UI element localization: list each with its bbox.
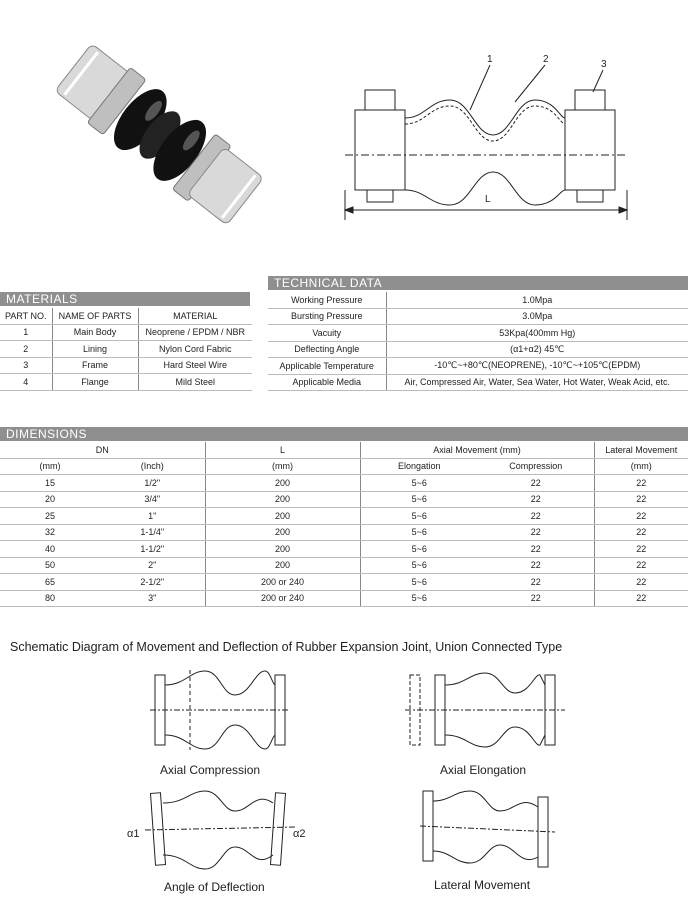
table-cell: 2 — [0, 341, 52, 358]
alpha-2-label: α2 — [293, 828, 306, 840]
parameter-name: Vacuity — [268, 325, 386, 342]
table-cell: 5~6 — [360, 557, 478, 574]
table-cell: 5~6 — [360, 475, 478, 492]
table-cell: Lining — [52, 341, 138, 358]
table-cell: 80 — [0, 590, 100, 607]
axial-compression-diagram — [150, 665, 290, 755]
alpha-1-label: α1 — [127, 828, 140, 840]
axial-header: Axial Movement (mm) — [360, 442, 594, 458]
table-cell: 22 — [478, 508, 594, 525]
dimensions-unit-header: (mm) — [0, 458, 100, 475]
table-row — [0, 357, 252, 374]
table-cell: 200 — [205, 508, 360, 525]
table-row — [268, 325, 688, 342]
table-cell: 1/2" — [100, 475, 205, 492]
table-cell: 22 — [594, 475, 688, 492]
parameter-value: -10℃~+80℃(NEOPRENE), -10℃~+105℃(EPDM) — [386, 358, 688, 375]
table-cell: 22 — [478, 557, 594, 574]
table-cell: 22 — [594, 491, 688, 508]
table-row — [268, 358, 688, 375]
table-row — [0, 374, 252, 391]
table-cell: 20 — [0, 491, 100, 508]
table-cell: Frame — [52, 357, 138, 374]
table-cell: 4 — [0, 374, 52, 391]
materials-column-header: MATERIAL — [138, 308, 252, 324]
axial-elongation-diagram — [405, 665, 565, 755]
table-cell: Hard Steel Wire — [138, 357, 252, 374]
table-cell: 15 — [0, 475, 100, 492]
table-cell: 200 or 240 — [205, 590, 360, 607]
table-cell: 22 — [478, 475, 594, 492]
parameter-value: 3.0Mpa — [386, 308, 688, 325]
table-cell: 200 — [205, 524, 360, 541]
technical-data-header: TECHNICAL DATA — [268, 276, 688, 290]
table-cell: 2-1/2" — [100, 574, 205, 591]
table-cell: 40 — [0, 541, 100, 558]
table-cell: 3/4" — [100, 491, 205, 508]
lateral-movement-diagram — [420, 785, 555, 875]
table-row — [0, 541, 688, 558]
dimensions-table — [0, 442, 688, 607]
table-cell: 1 — [0, 324, 52, 341]
table-cell: 1-1/2" — [100, 541, 205, 558]
dimensions-unit-header: (Inch) — [100, 458, 205, 475]
materials-header: MATERIALS — [0, 292, 250, 306]
table-cell: 5~6 — [360, 524, 478, 541]
dimensions-unit-header: (mm) — [205, 458, 360, 475]
table-row — [0, 574, 688, 591]
table-cell: Neoprene / EPDM / NBR — [138, 324, 252, 341]
dimensions-unit-header: Compression — [478, 458, 594, 475]
parameter-name: Applicable Media — [268, 374, 386, 391]
table-row — [0, 341, 252, 358]
cross-section-drawing — [335, 50, 635, 220]
parameter-value: 53Kpa(400mm Hg) — [386, 325, 688, 342]
table-cell: 22 — [478, 541, 594, 558]
caption-axial-compression: Axial Compression — [160, 763, 261, 777]
length-label: L — [485, 194, 491, 205]
table-row — [268, 341, 688, 358]
table-cell: 22 — [594, 541, 688, 558]
parameter-value: Air, Compressed Air, Water, Sea Water, Hot Water, Weak Acid, etc. — [386, 374, 688, 391]
dn-header: DN — [0, 442, 205, 458]
table-cell: 50 — [0, 557, 100, 574]
lateral-header: Lateral Movement — [594, 442, 688, 458]
table-cell: 22 — [594, 508, 688, 525]
table-cell: 65 — [0, 574, 100, 591]
table-cell: 22 — [478, 590, 594, 607]
table-cell: 200 or 240 — [205, 574, 360, 591]
table-cell: 200 — [205, 541, 360, 558]
table-row — [0, 491, 688, 508]
table-cell: 3" — [100, 590, 205, 607]
table-cell: Nylon Cord Fabric — [138, 341, 252, 358]
table-cell: 25 — [0, 508, 100, 525]
dimensions-unit-header: Elongation — [360, 458, 478, 475]
angle-of-deflection-diagram — [125, 785, 315, 875]
table-row — [268, 374, 688, 391]
l-header: L — [205, 442, 360, 458]
table-cell: Flange — [52, 374, 138, 391]
table-cell: 5~6 — [360, 541, 478, 558]
caption-angle-of-deflection: Angle of Deflection — [164, 880, 265, 894]
caption-lateral-movement: Lateral Movement — [434, 878, 531, 892]
table-cell: 5~6 — [360, 590, 478, 607]
table-cell: 200 — [205, 491, 360, 508]
callout-3: 3 — [601, 59, 607, 70]
table-cell: 200 — [205, 557, 360, 574]
table-cell: 22 — [594, 574, 688, 591]
table-cell: 2" — [100, 557, 205, 574]
parameter-name: Bursting Pressure — [268, 308, 386, 325]
callout-1: 1 — [487, 54, 493, 65]
parameter-name: Deflecting Angle — [268, 341, 386, 358]
table-cell: Main Body — [52, 324, 138, 341]
materials-column-header: NAME OF PARTS — [52, 308, 138, 324]
table-row — [0, 475, 688, 492]
table-row — [0, 324, 252, 341]
parameter-value: (α1+α2) 45℃ — [386, 341, 688, 358]
table-cell: 22 — [594, 590, 688, 607]
schematic-title: Schematic Diagram of Movement and Deflection of Rubber Expansion Joint, Union Connected Type — [10, 640, 563, 654]
table-row — [0, 508, 688, 525]
table-cell: 3 — [0, 357, 52, 374]
table-cell: 22 — [478, 574, 594, 591]
parameter-name: Working Pressure — [268, 292, 386, 308]
table-cell: 5~6 — [360, 508, 478, 525]
table-cell: 32 — [0, 524, 100, 541]
materials-column-header: PART NO. — [0, 308, 52, 324]
table-cell: 22 — [594, 524, 688, 541]
technical-data-table — [268, 292, 688, 391]
materials-table — [0, 308, 252, 391]
table-cell: 5~6 — [360, 574, 478, 591]
table-cell: 1-1/4" — [100, 524, 205, 541]
table-row — [268, 292, 688, 308]
dimensions-header: DIMENSIONS — [0, 427, 688, 441]
table-cell: Mild Steel — [138, 374, 252, 391]
table-cell: 22 — [478, 491, 594, 508]
callout-2: 2 — [543, 54, 549, 65]
table-row — [268, 308, 688, 325]
caption-axial-elongation: Axial Elongation — [440, 763, 527, 777]
table-row — [0, 557, 688, 574]
table-row — [0, 590, 688, 607]
table-row — [0, 524, 688, 541]
dimensions-unit-header: (mm) — [594, 458, 688, 475]
table-cell: 22 — [478, 524, 594, 541]
parameter-value: 1.0Mpa — [386, 292, 688, 308]
product-photo — [40, 40, 280, 230]
table-cell: 1" — [100, 508, 205, 525]
table-cell: 22 — [594, 557, 688, 574]
table-cell: 200 — [205, 475, 360, 492]
table-cell: 5~6 — [360, 491, 478, 508]
parameter-name: Applicable Temperature — [268, 358, 386, 375]
